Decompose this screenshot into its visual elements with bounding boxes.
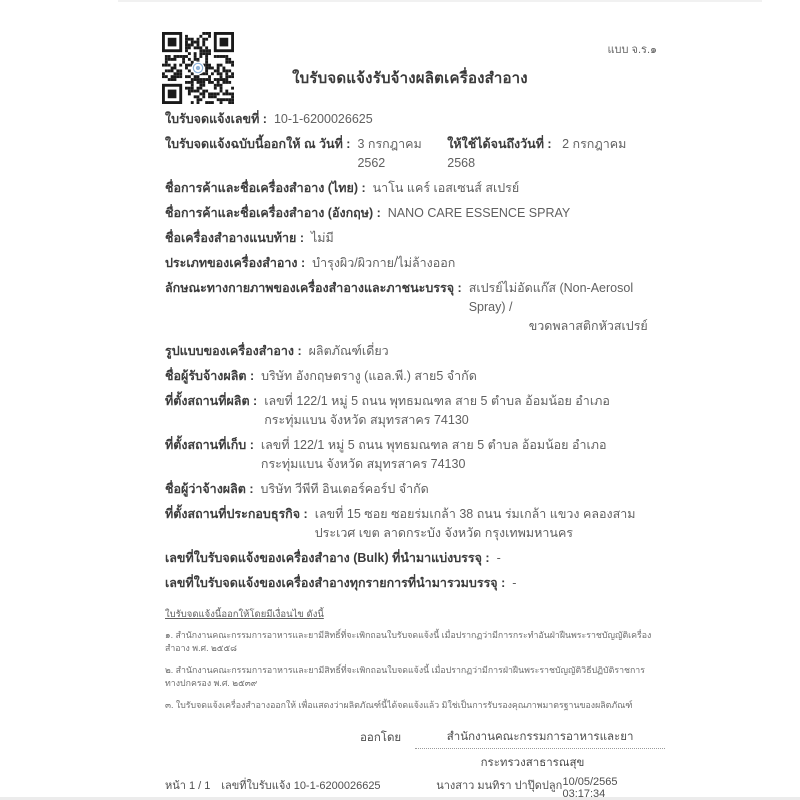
page-footer xyxy=(165,776,662,800)
field-business-site xyxy=(165,505,655,543)
issuing-agency: สำนักงานคณะกรรมการอาหารและยา xyxy=(415,728,665,749)
field-value: บำรุงผิว/ผิวกาย/ไม่ล้างออก xyxy=(312,256,456,270)
condition-item-2: ๒. สำนักงานคณะกรรมการอาหารและยามีสิทธิ์ที่จะเพิกถอนใบจดแจ้งนี้ เมื่อปรากฏว่ามีการฝ่าฝืนพระราชบัญญัติวิธีปฏิบัติราชการทางปกครอง พ.ศ. ๒๕๓๙ xyxy=(165,665,645,688)
field-value-line1: สเปรย์ไม่อัดแก๊ส (Non-Aerosol Spray) / xyxy=(468,281,634,314)
form-code-label: แบบ จ.ร.๑ xyxy=(607,44,657,56)
field-value: 2 กรกฎาคม 2568 xyxy=(447,137,627,170)
field-label: ชื่อการค้าและชื่อเครื่องสำอาง (อังกฤษ) : xyxy=(165,206,381,220)
field-label: ชื่อการค้าและชื่อเครื่องสำอาง (ไทย) : xyxy=(165,181,366,195)
field-registration-number xyxy=(165,110,655,129)
field-value: 3 กรกฎาคม 2562 xyxy=(357,137,422,170)
field-cosmetic-form xyxy=(165,342,655,361)
field-cosmetic-category xyxy=(165,254,655,273)
field-bulk-registration xyxy=(165,549,655,568)
field-label: ลักษณะทางกายภาพของเครื่องสำอางและภาชนะบรรจุ : xyxy=(165,281,462,295)
field-value xyxy=(469,279,655,336)
field-label: เลขที่ใบรับจดแจ้งของเครื่องสำอางทุกรายการที่นำมารวมบรรจุ : xyxy=(165,576,506,590)
field-dates xyxy=(165,135,655,173)
field-contract-manufacturer xyxy=(165,367,655,386)
field-label: ที่ตั้งสถานที่ประกอบธุรกิจ : xyxy=(165,507,308,521)
field-storage-site xyxy=(165,436,655,474)
print-timestamp: 10/05/2565 03:17:34 xyxy=(562,776,618,800)
field-combined-registration xyxy=(165,574,655,593)
conditions-section xyxy=(165,607,655,712)
field-label: เลขที่ใบรับจดแจ้งของเครื่องสำอาง (Bulk) ที่นำมาแบ่งบรรจุ : xyxy=(165,551,490,565)
field-value: เลขที่ 122/1 หมู่ 5 ถนน พุทธมณฑล สาย 5 ตำบล อ้อมน้อย อำเภอ กระทุ่มแบน จังหวัด สมุทรสาคร 74130 xyxy=(264,394,610,427)
field-label: ที่ตั้งสถานที่เก็บ : xyxy=(165,438,254,452)
footer-registration-number: เลขที่ใบรับแจ้ง 10-1-6200026625 xyxy=(221,780,381,792)
field-value: ผลิตภัณฑ์เดี่ยว xyxy=(308,344,389,358)
field-label: ชื่อเครื่องสำอางแนบท้าย : xyxy=(165,231,304,245)
condition-item-1: ๑. สำนักงานคณะกรรมการอาหารและยามีสิทธิ์ที่จะเพิกถอนใบรับจดแจ้งนี้ เมื่อปรากฏว่ามีการกระทำอันฝ่าฝืนพระราชบัญญัติเครื่องสำอาง พ.ศ. ๒๕๕๘ xyxy=(165,630,652,653)
certificate-fields xyxy=(165,110,655,721)
field-value: NANO CARE ESSENCE SPRAY xyxy=(387,206,571,220)
field-value: เลขที่ 15 ซอย ซอยร่มเกล้า 38 ถนน ร่มเกล้า แขวง คลองสามประเวศ เขต ลาดกระบัง จังหวัด กรุงเทพมหานคร xyxy=(314,507,636,540)
field-value: - xyxy=(512,576,517,590)
field-label: ใบรับจดแจ้งฉบับนี้ออกให้ ณ วันที่ : xyxy=(165,137,351,151)
field-value: เลขที่ 122/1 หมู่ 5 ถนน พุทธมณฑล สาย 5 ตำบล อ้อมน้อย อำเภอ กระทุ่มแบน จังหวัด สมุทรสาคร 74130 xyxy=(260,438,607,471)
field-expiry xyxy=(447,135,645,173)
field-label: ประเภทของเครื่องสำอาง : xyxy=(165,256,306,270)
issued-by-label: ออกโดย xyxy=(360,732,402,744)
field-label: ชื่อผู้รับจ้างผลิต : xyxy=(165,369,255,383)
field-value: - xyxy=(496,551,501,565)
field-value: นาโน แคร์ เอสเซนส์ สเปรย์ xyxy=(372,181,520,195)
field-value-line2: ขวดพลาสติกหัวสเปรย์ xyxy=(528,319,648,333)
issuing-ministry: กระทรวงสาธารณสุข xyxy=(480,757,585,769)
scan-edge-top xyxy=(118,0,762,2)
field-value: ไม่มี xyxy=(310,231,334,245)
page-number: หน้า 1 / 1 xyxy=(165,780,211,792)
field-value: บริษัท อังกฤษตรางู (แอล.พี.) สาย5 จำกัด xyxy=(261,369,477,383)
issued-by-row xyxy=(360,728,665,749)
conditions-heading: ใบรับจดแจ้งนี้ออกให้โดยมีเงื่อนไข ดังนี้ xyxy=(165,609,324,620)
field-value: 10-1-6200026625 xyxy=(273,112,373,126)
field-attached-name xyxy=(165,229,655,248)
field-physical-characteristics xyxy=(165,279,655,336)
condition-item-3: ๓. ใบรับจดแจ้งเครื่องสำอางออกให้ เพื่อแสดงว่าผลิตภัณฑ์นี้ได้จดแจ้งแล้ว มิใช่เป็นการรับรองคุณภาพมาตรฐานของผลิตภัณฑ์ xyxy=(165,700,633,710)
field-label: รูปแบบของเครื่องสำอาง : xyxy=(165,344,302,358)
field-manufacturing-site xyxy=(165,392,655,430)
field-label: ชื่อผู้ว่าจ้างผลิต : xyxy=(165,482,254,496)
field-label: ใบรับจดแจ้งเลขที่ : xyxy=(165,112,267,126)
issued-by-block xyxy=(360,728,665,772)
field-trade-name-english xyxy=(165,204,655,223)
field-label: ที่ตั้งสถานที่ผลิต : xyxy=(165,394,258,408)
field-hiring-company xyxy=(165,480,655,499)
page-title: ใบรับจดแจ้งรับจ้างผลิตเครื่องสำอาง xyxy=(292,70,528,87)
officer-name: นางสาว มนทิรา ปาปุ๊ดปลูก xyxy=(436,780,563,792)
field-label: ให้ใช้ได้จนถึงวันที่ : xyxy=(447,137,552,151)
field-trade-name-thai xyxy=(165,179,655,198)
field-value: บริษัท วีพีที อินเตอร์คอร์ป จำกัด xyxy=(260,482,429,496)
